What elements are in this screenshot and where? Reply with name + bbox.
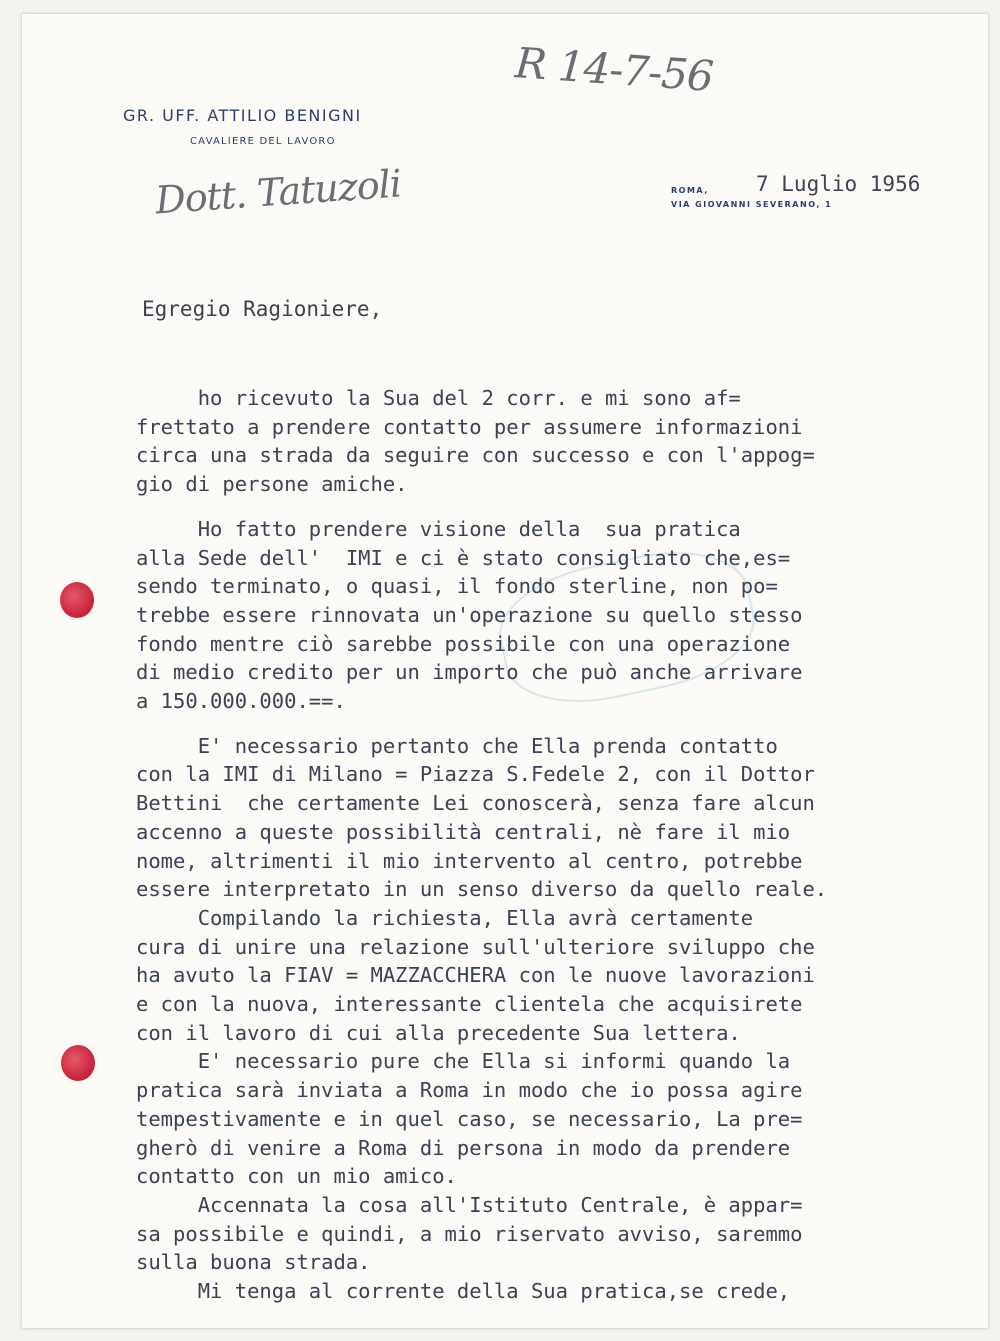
- text-line: sulla buona strada.: [136, 1250, 371, 1275]
- handwritten-recipient: Dott. Tatuzoli: [153, 161, 403, 223]
- text-line: contatto con un mio amico.: [136, 1164, 457, 1189]
- letterhead-address: VIA GIOVANNI SEVERANO, 1: [671, 200, 833, 209]
- letter-date: 7 Luglio 1956: [756, 172, 921, 196]
- text-line: E' necessario pure che Ella si informi quando la: [136, 1049, 791, 1074]
- text-line: sendo terminato, o quasi, il fondo sterline, non po=: [136, 574, 778, 599]
- text-line: gherò di venire a Roma di persona in modo da prendere: [136, 1135, 791, 1160]
- text-line: E' necessario pertanto che Ella prenda contatto: [136, 733, 778, 758]
- letter-body: [136, 384, 966, 1306]
- text-line: alla Sede dell' IMI e ci è stato consigliato che,es=: [136, 545, 791, 570]
- text-line: tempestivamente e in quel caso, se necessario, La pre=: [136, 1106, 803, 1131]
- text-line: nome, altrimenti il mio intervento al centro, potrebbe: [136, 848, 803, 873]
- text-line: con la IMI di Milano = Piazza S.Fedele 2, con il Dottor: [136, 762, 815, 787]
- text-line: Compilando la richiesta, Ella avrà certamente: [136, 905, 754, 930]
- letterhead-name: GR. UFF. ATTILIO BENIGNI: [123, 106, 362, 125]
- text-line: Ho fatto prendere visione della sua pratica: [136, 516, 741, 541]
- text-line: fondo mentre ciò sarebbe possibile con una operazione: [136, 631, 791, 656]
- letterhead-place: ROMA,: [671, 186, 709, 195]
- text-line: di medio credito per un importo che può anche arrivare: [136, 660, 803, 685]
- text-line: accenno a queste possibilità centrali, nè fare il mio: [136, 819, 791, 844]
- letterhead-subtitle: CAVALIERE DEL LAVORO: [190, 136, 336, 147]
- text-line: essere interpretato in un senso diverso da quello reale.: [136, 877, 828, 902]
- handwritten-date-note: R 14-7-56: [513, 38, 715, 101]
- punch-hole-top: [60, 582, 94, 618]
- text-line: ho ricevuto la Sua del 2 corr. e mi sono af=: [136, 386, 741, 410]
- text-line: frettato a prendere contatto per assumere informazioni: [136, 414, 803, 439]
- text-line: con il lavoro di cui alla precedente Sua lettera.: [136, 1020, 741, 1045]
- text-line: gio di persone amiche.: [136, 472, 408, 497]
- text-line: cura di unire una relazione sull'ulteriore sviluppo che: [136, 934, 815, 959]
- text-line: trebbe essere rinnovata un'operazione su quello stesso: [136, 602, 803, 627]
- punch-hole-bottom: [61, 1045, 95, 1081]
- text-line: Bettini che certamente Lei conoscerà, senza fare alcun: [136, 791, 815, 816]
- text-line: pratica sarà inviata a Roma in modo che io possa agire: [136, 1078, 803, 1103]
- text-line: Accennata la cosa all'Istituto Centrale, è appar=: [136, 1192, 803, 1217]
- text-line: sa possibile e quindi, a mio riservato avviso, saremmo: [136, 1221, 803, 1246]
- text-line: circa una strada da seguire con successo e con l'appog=: [136, 443, 815, 468]
- salutation: Egregio Ragioniere,: [142, 297, 383, 321]
- text-line: e con la nuova, interessante clientela che acquisirete: [136, 992, 803, 1017]
- text-line: a 150.000.000.==.: [136, 689, 346, 714]
- text-line: ha avuto la FIAV = MAZZACCHERA con le nuove lavorazioni: [136, 963, 815, 988]
- text-line: Mi tenga al corrente della Sua pratica,se crede,: [136, 1279, 791, 1304]
